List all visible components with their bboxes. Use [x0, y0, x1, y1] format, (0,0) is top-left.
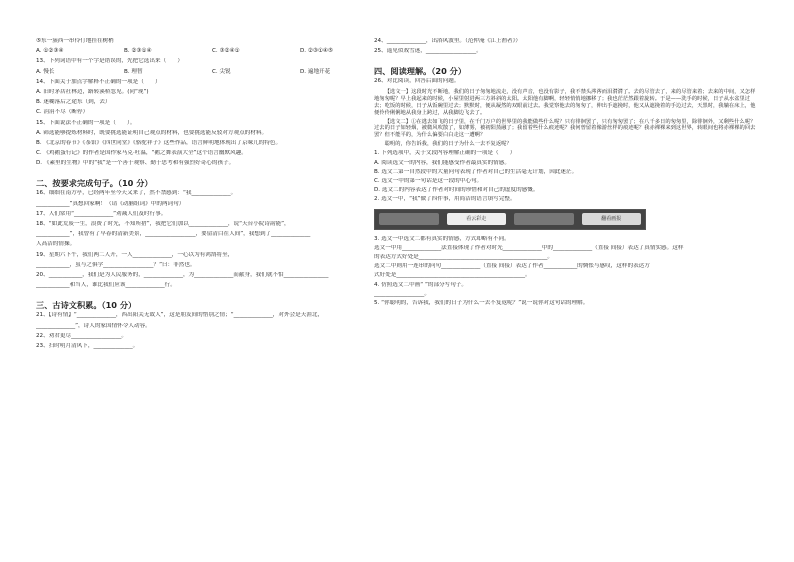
q13-options	[36, 69, 388, 79]
option: D. 遍地开花	[300, 68, 331, 75]
option: A. 阅读选文一的内容，我们能感受作者最真实的情感。	[374, 159, 510, 166]
passage-2-end: 聪明的，你告诉我，我们的日子为什么一去不复返呢？	[384, 141, 512, 148]
blank-card	[379, 213, 439, 225]
q12-options	[36, 48, 388, 58]
question-15: 15、下面说法不正确的一项是（ ）。	[36, 119, 136, 126]
question-14: 14、下面关于加点字解释不正确的一项是（ ）	[36, 78, 161, 85]
question-3-line: 选文二中则用一连串的问句______________（直接 间接）表达了作者____________的惆怅与感叹，这样的表达方	[374, 263, 650, 270]
option: C. 选文一中的第一句话是这一段的中心句。	[374, 178, 483, 184]
question-17: 17、人们常用“______________”劝减人们及时行事。	[36, 210, 167, 217]
answer-line: __________________。	[374, 290, 430, 297]
left-column	[36, 38, 388, 353]
option: A. 旧时茅店社林边，路转溪桥忽见。(同“现”)	[36, 88, 149, 95]
question-13: 13、下列词语中有一个字是错误的，先把它选出来（ ）	[36, 58, 183, 65]
question-25: 25、遥见似戏雪迷，__________________。	[374, 48, 482, 55]
question-16: 16、细细在南方亭，已经两年至今天又来了，然不禁感到：“我______________。	[36, 190, 237, 197]
question-20-cont: ____________和当人，谁比我们应该______________行。	[36, 282, 176, 289]
question-3-line: 的表达方式好处是______________________________________________。	[374, 253, 554, 260]
section-2-title: 二、按要求完成句子。（10 分）	[36, 178, 153, 189]
question-1: 1. 下列选项中，关于文段内容理解正确的一项是（ ）	[374, 150, 516, 157]
question-21: 21、【诗有情】“______________，西出阳关无故人”，这是朋友间的惜别之情；“______________，对外会是天涯北，	[36, 312, 324, 319]
passage-2: 【选文二】①在逃去如飞的日子里，在千门万户的世界里的我能做些什么呢？只有徘徊罢了，只有匆匆罢了；在八千多日的匆匆里，除徘徊外，又剩些什么呢？过去的日子如轻烟，被微风吹散了，如薄雾，被初阳蒸融了；我留着些什么痕迹呢？我何曾留着像游丝样的痕迹呢？我赤裸裸来到这世界，转眼间也将赤裸裸的回去罢？但不能平的，为什么偏要白白走这一遭啊？	[374, 118, 756, 139]
option: D. ②③①④⑤	[300, 48, 333, 55]
question-2: 2. 选文一中，“我”做了四件事，用简洁的语言填写完整。	[374, 196, 516, 203]
question-4: 4. 仿照选文二中画“ ”的部分写句子。	[374, 281, 468, 288]
option: B. ②③①④	[124, 48, 152, 55]
question-26-intro: 26、对比阅读，回答后面的问题。	[374, 78, 460, 85]
question-5: 5. “你聪明的，告诉我，我们的日子为什么一去不复返呢？”说一说你对这句话的理解。	[374, 299, 589, 306]
question-18-end: 人高洁的情操。	[36, 241, 76, 248]
option: B. 迷糊落后之途东（到，去）	[36, 99, 111, 106]
activity-card: 翻看画报	[582, 213, 642, 225]
option: A. 慢长	[36, 68, 55, 75]
question-18-cont: ____________”，我曾有了早春的清新美景，__________________，要留清白在人间”，我想到了______________	[36, 231, 311, 238]
option: B. 理智	[124, 68, 143, 75]
option: B. 选文二第一自然段中的大量问句表现了作者对自己的生活毫无计划，因此迷茫。	[374, 168, 578, 175]
passage-1: 【选文一】这段时光不断地，我们的日子匆匆地流走，没有声音，也没有影子，我不禁头涔涔而泪潸潸了。去的尽管去了，来的尽管来着；去来的中间，又怎样地匆匆呢？早上我起来的时候，小屋里射进两三方斜斜的太阳。太阳他有脚啊，轻轻悄悄地挪移了；我也茫茫然跟着旋转。于是——洗手的时候，日子从水盆里过去；吃饭的时候，日子从饭碗里过去；默默时，便从凝然的双眼前过去。我觉察他去的匆匆了，伸出手遮挽时，他又从遮挽着的手边过去，天黑时，我躺在床上，他便伶伶俐俐地从我身上跨过，从我脚边飞去了。	[374, 88, 756, 116]
blank-card	[514, 213, 574, 225]
option: A. ①②③④	[36, 48, 64, 55]
option: C. 涓涓不尽（断停）	[36, 109, 89, 116]
question-20: 20、____________，我们是为人民服务的，______________，为______________而献身，我们就不怕________________	[36, 271, 329, 278]
right-column	[374, 38, 758, 309]
question-22: 22、劝君更尽__________________。	[36, 332, 128, 339]
option: B. 《北京的春节》《茶馆》《四世同堂》《骆驼祥子》这些作品，语言鲜明地体现出了京味儿的特色。	[36, 139, 282, 146]
text-line: ⑤东一簇西一串伶仃地挂在树梢	[36, 38, 114, 44]
activity-card: 看云彩走	[447, 213, 507, 225]
option: D. 《素里的生物》中的“我”是一个善于观察、勤于思考和有强烈好奇心的孩子。	[36, 160, 235, 167]
question-23: 23、扫时明月清风下，______________。	[36, 342, 139, 349]
question-3: 3. 选文一中选文二都有真实的情感，方式却略有不同。	[374, 235, 510, 242]
option: D. 选文二的内容表达了作者对时间的珍惜和对自己的虚度的感慨。	[374, 187, 539, 194]
question-24: 24、______________，出浴风波里。（范仲淹《江上渔者》）	[374, 38, 521, 44]
option: A. 筛选能够提炼材料时，既要挑选能证明自己观点的材料，也要挑选能反驳对方观点的材料。	[36, 129, 268, 136]
option: C. 尖锐	[212, 68, 231, 75]
section-3-title: 三、古诗文积累。（10 分）	[36, 300, 137, 311]
activity-strip	[374, 209, 646, 230]
option: C. 《鸡鹅蛋行记》的作者是国作家马克·吐温，“鹅之舞表演大全”这个语言幽默风趣。	[36, 150, 247, 157]
section-4-title: 四、阅读理解。（20 分）	[374, 66, 467, 77]
question-3-line: 选文一中用______________法直接体现了作者对时光______________中的______________（直接 间接）表达了真情实感。这样	[374, 244, 684, 251]
question-21-cont: ______________”，诗人的家国情怀令人动容。	[36, 322, 151, 329]
question-18: 18、“如此荒废一生，浪费了时光，不知所措”，我把它们加以______________，说“天台小院诗韵能”，	[36, 221, 290, 227]
option: C. ③②④①	[212, 48, 240, 55]
question-3-line: 式好处是______________________________________________。	[374, 272, 531, 279]
question-19-cont: ____________，虽与之俱学__________________？”曰：非然也。	[36, 261, 196, 268]
question-16-cont: ____________”真想回家啊！（请《动脑组词》中的两词句）	[36, 200, 185, 207]
question-19: 19、星期六下午，我们两二人开，一人______________，一心以为有鸿鹄将至，	[36, 251, 234, 258]
